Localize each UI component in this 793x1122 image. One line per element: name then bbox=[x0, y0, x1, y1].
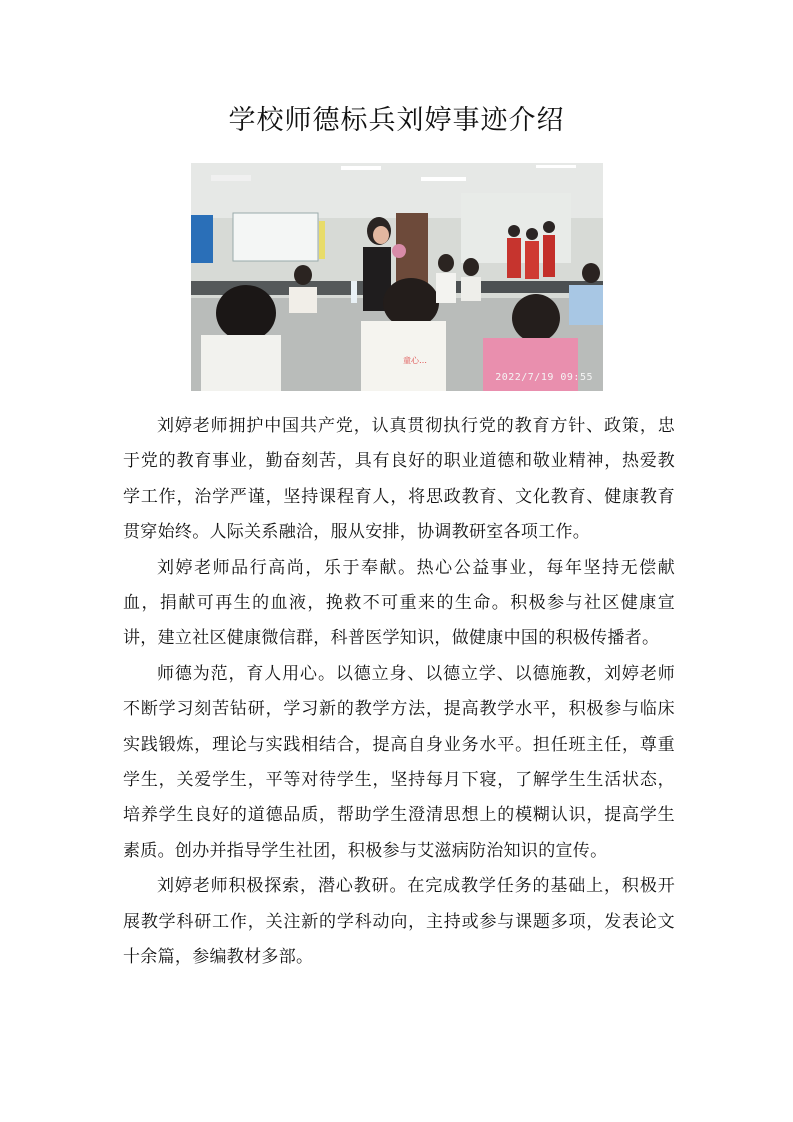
paragraph-1: 刘婷老师拥护中国共产党，认真贯彻执行党的教育方针、政策，忠于党的教育事业，勤奋刻苦，具有良好的职业道德和敬业精神，热爱教学工作，治学严谨，坚持课程育人，将思政教育、文化教育、健康教育贯穿始终。人际关系融洽，服从安排，协调教研室各项工作。 bbox=[123, 416, 675, 543]
document-body bbox=[123, 409, 675, 976]
paragraph-3: 师德为范，育人用心。以德立身、以德立学、以德施教，刘婷老师不断学习刻苦钻研，学习新的教学方法，提高教学水平，积极参与临床实践锻炼，理论与实践相结合，提高自身业务水平。担任班主任，尊重学生，关爱学生，平等对待学生，坚持每月下寝，了解学生生活状态，培养学生良好的道德品质，帮助学生澄清思想上的模糊认识，提高学生素质。创办并指导学生社团，积极参与艾滋病防治知识的宣传。 bbox=[123, 663, 675, 861]
paragraph-2: 刘婷老师品行高尚，乐于奉献。热心公益事业，每年坚持无偿献血，捐献可再生的血液，挽救不可重来的生命。积极参与社区健康宣讲，建立社区健康微信群，科普医学知识，做健康中国的积极传播者。 bbox=[123, 557, 675, 649]
classroom-scene-illustration bbox=[191, 163, 603, 391]
svg-text:童心…: 童心… bbox=[403, 356, 427, 365]
document-title: 学校师德标兵刘婷事迹介绍 bbox=[228, 105, 565, 136]
classroom-photo bbox=[191, 163, 603, 391]
paragraph-4: 刘婷老师积极探索，潜心教研。在完成教学任务的基础上，积极开展教学科研工作，关注新的学科动向，主持或参与课题多项，发表论文十余篇，参编教材多部。 bbox=[123, 876, 675, 968]
photo-timestamp: 2022/7/19 09:55 bbox=[495, 372, 593, 383]
